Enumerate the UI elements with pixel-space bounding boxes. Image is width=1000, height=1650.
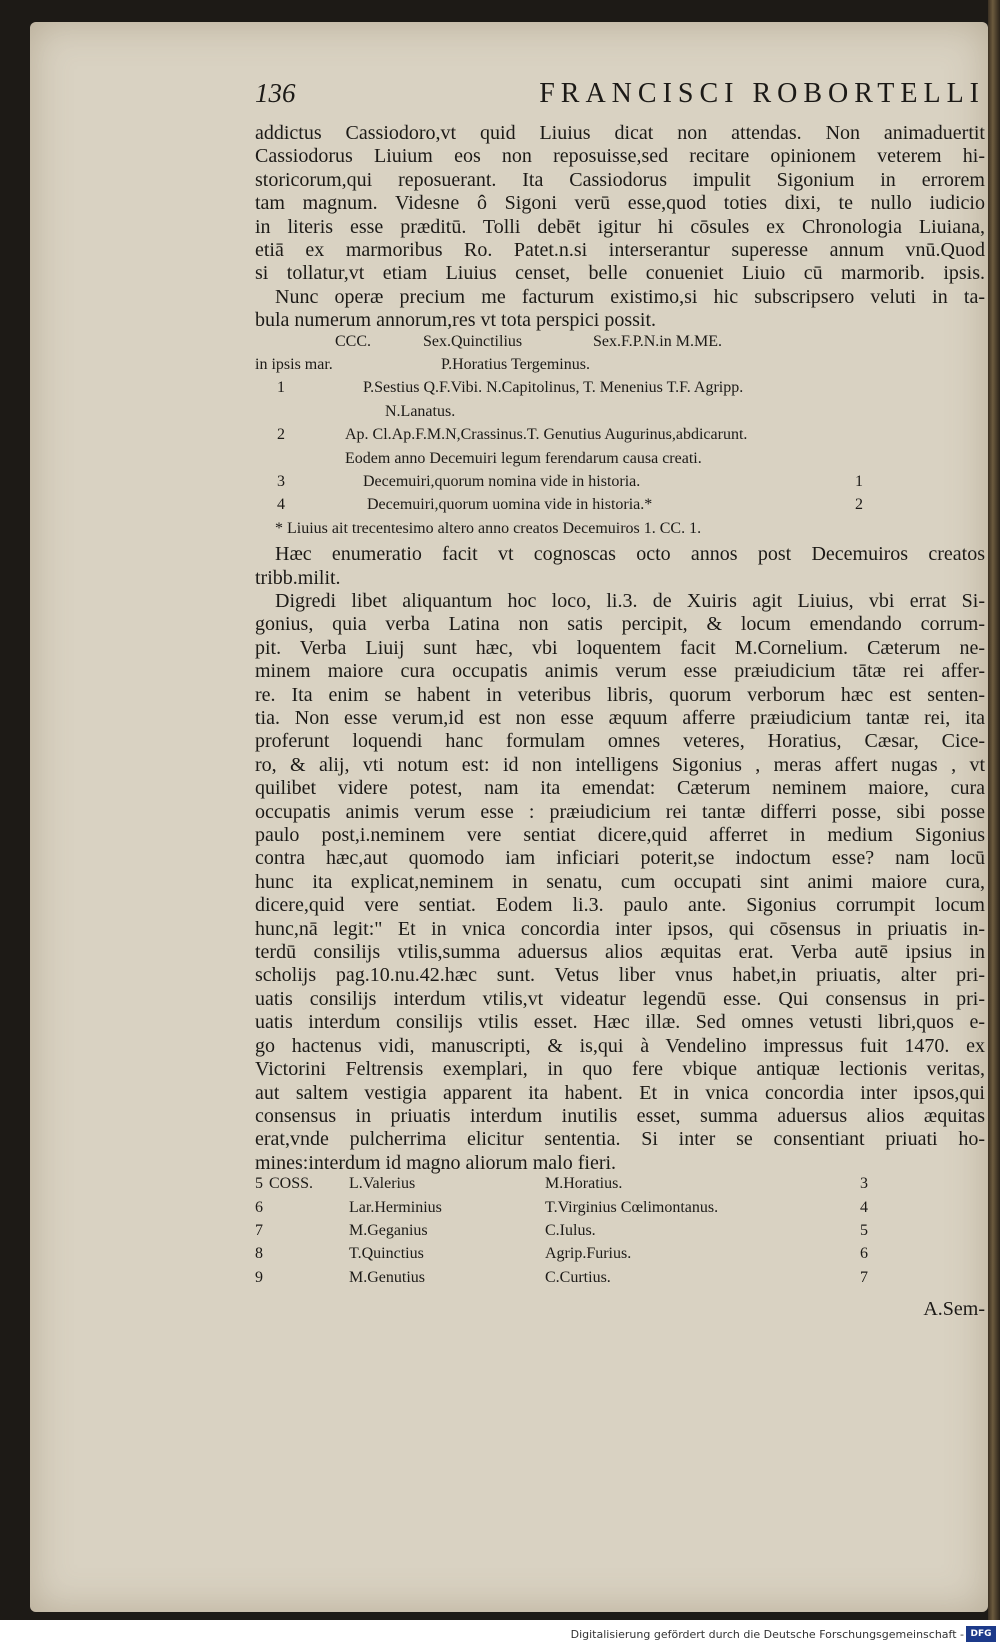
- running-title: FRANCISCI ROBORTELLI: [539, 78, 985, 109]
- text-line: uatis consilijs interdum vtilis,vt videatur legendū esse. Qui consensus in pri-: [255, 987, 985, 1010]
- text-line: terdū consilijs vtilis,summa aduersus alios æquitas erat. Verba autē ipsius in: [255, 941, 985, 964]
- text-line: scholijs pag.10.nu.42.hæc sunt. Vetus liber vnus habet,in priuatis, alter pri-: [255, 964, 985, 987]
- page-number: 136: [255, 78, 296, 108]
- right-number: 4: [860, 1198, 868, 1216]
- text-line: mines:interdum id magno aliorum malo fieri.: [255, 1151, 617, 1174]
- row-text: N.Lanatus.: [385, 402, 456, 420]
- note-text: in ipsis mar.: [255, 356, 333, 374]
- text-line: contra hæc,aut quomodo iam inficiari poterit,se indoctum esse? nam locū: [255, 847, 985, 870]
- row-text: Eodem anno Decemuiri legum ferendarum causa creati.: [345, 449, 702, 467]
- table-row: [255, 1199, 985, 1222]
- table-row: [255, 403, 985, 426]
- text-line: hunc ita explicat,neminem in senatu, cum occupati sint animi maiore cura,: [255, 870, 985, 893]
- table-row: [255, 473, 985, 496]
- text-line: Cassiodorus Liuium eos non reposuisse,sed recitare opinionem veterem hi-: [255, 145, 985, 168]
- row-text: P.Sestius Q.F.Vibi. N.Capitolinus, T. Menenius T.F. Agripp.: [363, 379, 744, 397]
- right-number: 2: [855, 496, 863, 514]
- table-row: [255, 450, 985, 473]
- text-line: dicere,quid vere sentiat. Eodem li.3. paulo ante. Sigonius corrumpit locum: [255, 894, 985, 917]
- paragraph-1: [255, 122, 985, 333]
- catchword: A.Sem-: [923, 1298, 985, 1321]
- footnote-text: * Liuius ait trecentesimo altero anno creatos Decemuiros 1. CC. 1.: [275, 519, 702, 537]
- dfg-logo: DFG: [966, 1626, 996, 1642]
- consul-name: C.Curtius.: [545, 1268, 611, 1286]
- table-row: [255, 1222, 985, 1245]
- consul-name: P.Horatius Tergeminus.: [441, 356, 590, 374]
- table-row: [255, 379, 985, 402]
- table-row: [255, 333, 985, 356]
- text-line: addictus Cassiodoro,vt quid Liuius dicat non attendas. Non animaduertit: [255, 122, 985, 144]
- consul-name: Lar.Herminius: [349, 1198, 442, 1216]
- consul-name: M.Geganius: [349, 1221, 428, 1239]
- table-note: [255, 520, 985, 543]
- text-line: erat,vnde pulcherrima elicitur sententia. Si inter se consentiant priuati ho-: [255, 1128, 985, 1151]
- consul-name: L.Valerius: [349, 1175, 416, 1193]
- consul-name: Sex.F.P.N.in M.ME.: [593, 332, 722, 350]
- consul-name: Sex.Quinctilius: [423, 332, 523, 350]
- text-line: si tollatur,vt etiam Liuius censet, belle conueniet Liuio cū marmorib. ipsis.: [255, 262, 985, 285]
- text-line: proferunt loquendi hanc formulam omnes veteres, Horatius, Cæsar, Cice-: [255, 730, 985, 753]
- row-text: Ap. Cl.Ap.F.M.N,Crassinus.T. Genutius Augurinus,abdicarunt.: [345, 426, 748, 444]
- consul-table-1: [255, 333, 985, 544]
- row-number: 9: [255, 1268, 263, 1286]
- text-line: pit. Verba Liuij sunt hæc, vbi loquentem facit M.Cornelium. Cæterum ne-: [255, 636, 985, 659]
- text-line: consensus in priuatis interdum inutilis esset, summa aduersus alios æquitas: [255, 1104, 985, 1127]
- text-line: ro, & alij, vti notum est: id non intelligens Sigonius , meras affert nugas , vt: [255, 753, 985, 776]
- table-row: [255, 356, 985, 379]
- paragraph-2: [255, 543, 985, 1175]
- digitization-footer: [0, 1622, 1000, 1650]
- text-line: go hactenus vidi, manuscripti, & is,qui à Vendelino impressus fuit 1470. ex: [255, 1034, 985, 1057]
- right-number: 5: [860, 1221, 868, 1239]
- consul-table-2: [255, 1175, 985, 1292]
- row-text: Decemuiri,quorum uomina vide in historia.*: [367, 496, 653, 514]
- consul-name: C.Iulus.: [545, 1221, 596, 1239]
- text-line: tia. Non esse verum,id est non esse æquum afferre præiudicium tantæ rei, ita: [255, 707, 985, 730]
- text-line: bula numerum annorum,res vt tota perspici possit.: [255, 309, 657, 332]
- right-number: 6: [860, 1245, 868, 1263]
- row-number: 3: [277, 473, 285, 490]
- text-line: uatis interdum consilijs vtilis esset. Hæc illæ. Sed omnes vetusti libri,quos e-: [255, 1011, 985, 1034]
- consul-name: Agrip.Furius.: [545, 1245, 632, 1263]
- page-content: [255, 78, 985, 1322]
- text-line: paulo post,i.neminem vere sentiat dicere,quid afferret in medium Sigonius: [255, 824, 985, 847]
- right-number: 1: [855, 473, 863, 490]
- footer-credit: Digitalisierung gefördert durch die Deutsche Forschungsgemeinschaft -: [570, 1628, 964, 1641]
- text-line: hunc,nā legit:" Et in vnica concordia inter ipsos, qui cōsensus in priuatis in-: [255, 917, 985, 940]
- row-number: 7: [255, 1221, 263, 1239]
- text-line: occupatis animis verum esse : præiudicium rei tantæ differri posse, sibi posse: [255, 800, 985, 823]
- year-label: CCC.: [335, 332, 372, 350]
- table-row: [255, 496, 985, 519]
- table-row: [255, 1269, 985, 1292]
- text-line: re. Ita enim se habent in veteribus libris, quorum verborum hæc est senten-: [255, 683, 985, 706]
- consul-name: M.Horatius.: [545, 1175, 623, 1193]
- text-line: aut saltem vestigia apparent ita habent. Et in vnica concordia inter ipsos,qui: [255, 1081, 985, 1104]
- row-number: 4: [277, 496, 285, 514]
- text-line: quilibet videre potest, nam ita emendat: Cæterum neminem maiore, cura: [255, 777, 985, 800]
- row-number: 8: [255, 1245, 263, 1263]
- text-line: minem maiore cura occupatis animis verum esse præiudicium tātæ rei affer-: [255, 660, 985, 683]
- row-number: 5: [255, 1175, 263, 1193]
- row-number: 1: [277, 379, 285, 397]
- table-row: [255, 1175, 985, 1198]
- text-line: Victorini Feltrensis exemplari, in quo fere vbique antiquæ lectionis veritas,: [255, 1058, 985, 1081]
- row-number: 6: [255, 1198, 263, 1216]
- consul-name: T.Virginius Cœlimontanus.: [545, 1198, 719, 1216]
- consul-name: M.Genutius: [349, 1268, 425, 1286]
- text-line: gonius, quia verba Latina non satis percipit, & locum emendando corrum-: [255, 613, 985, 636]
- text-line: Hæc enumeratio facit vt cognoscas octo annos post Decemuiros creatos: [275, 543, 985, 566]
- text-line: in literis esse præditū. Tolli debēt igitur hi cōsules ex Chronologia Liuiana,: [255, 215, 985, 238]
- right-number: 3: [860, 1175, 868, 1193]
- text-line: Nunc operæ precium me facturum existimo,si hic subscripsero veluti in ta-: [275, 285, 985, 308]
- row-text: Decemuiri,quorum nomina vide in historia.: [363, 473, 641, 490]
- text-line: Digredi libet aliquantum hoc loco, li.3. de Xuiris agit Liuius, vbi errat Si-: [275, 589, 985, 612]
- text-line: tribb.milit.: [255, 566, 341, 589]
- consul-name: T.Quinctius: [349, 1245, 424, 1263]
- right-number: 7: [860, 1268, 868, 1286]
- running-head: [255, 78, 985, 122]
- table-row: [255, 1245, 985, 1268]
- row-number: 2: [277, 426, 285, 444]
- year-label: COSS.: [269, 1175, 314, 1193]
- text-line: storicorum,qui reposuerant. Ita Cassiodorus impulit Sigonium in errorem: [255, 168, 985, 191]
- table-row: [255, 426, 985, 449]
- book-edge: [988, 0, 1000, 1620]
- text-line: etiā ex marmoribus Ro. Patet.n.si interserantur superesse annum vnū.Quod: [255, 239, 985, 262]
- text-line: tam magnum. Videsne ô Sigoni verū esse,quod toties dixi, te nullo iudicio: [255, 192, 985, 215]
